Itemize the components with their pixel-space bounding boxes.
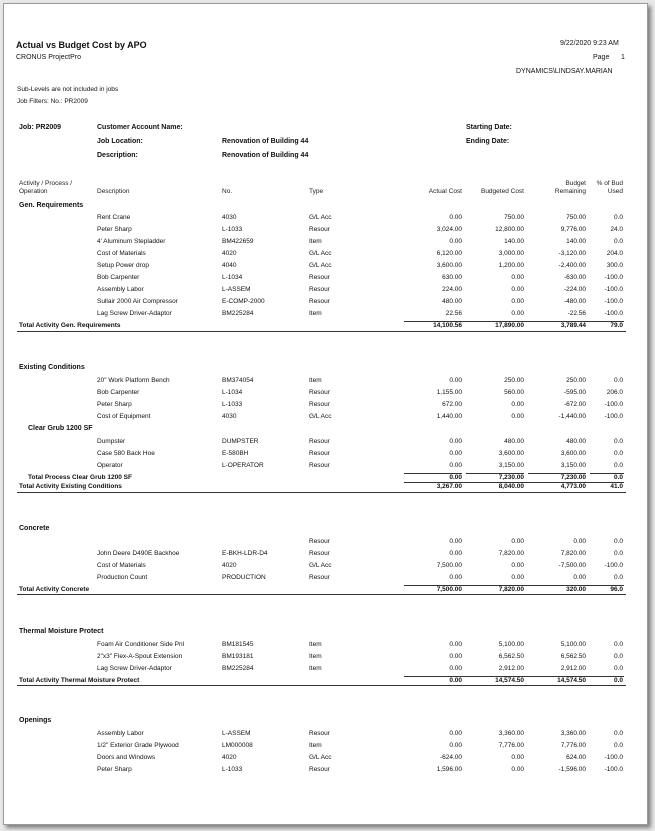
report-title: Actual vs Budget Cost by APO <box>16 40 147 50</box>
line-budget-remaining: -672.00 <box>563 400 586 408</box>
line-actual-cost: 3,024.00 <box>436 225 462 233</box>
line-budget-remaining: 750.00 <box>566 213 586 221</box>
line-number: L-ASSEM <box>222 286 251 294</box>
line-pct-used: 0.0 <box>613 376 623 384</box>
line-actual-cost: 0.00 <box>449 376 462 384</box>
activity-total-actual: 7,500.00 <box>436 585 462 593</box>
line-type: Resour <box>309 286 330 294</box>
line-description: Rent Crane <box>97 213 131 221</box>
line-budget-remaining: -3,120.00 <box>558 249 586 257</box>
line-description: Lag Screw Driver-Adaptor <box>97 664 172 672</box>
line-pct-used: 204.0 <box>606 249 623 257</box>
line-actual-cost: 1,440.00 <box>436 412 462 420</box>
line-budgeted-cost: 250.00 <box>504 376 524 384</box>
activity-heading: Gen. Requirements <box>19 202 84 209</box>
line-pct-used: 0.0 <box>613 450 623 458</box>
line-description: Case 580 Back Hoe <box>97 450 155 458</box>
col-header-activity-line2: Operation <box>19 188 48 195</box>
activity-total-pct: 41.0 <box>610 483 623 491</box>
activity-total-remaining: 3,789.44 <box>560 322 586 330</box>
line-number: E-COMP-2000 <box>222 298 265 306</box>
line-number: 4030 <box>222 412 237 420</box>
line-type: Resour <box>309 729 330 737</box>
line-pct-used: -100.0 <box>604 561 623 569</box>
col-header-pct-line1: % of Bud <box>596 180 623 187</box>
location-label: Job Location: <box>97 138 143 145</box>
line-number: E-BKH-LDR-D4 <box>222 549 268 557</box>
line-pct-used: -100.0 <box>604 274 623 281</box>
line-type: G/L Acc <box>309 249 332 257</box>
location-value: Renovation of Building 44 <box>222 138 309 145</box>
line-budgeted-cost: 3,600.00 <box>498 450 524 458</box>
line-budget-remaining: 0.00 <box>573 573 586 581</box>
line-pct-used: 0.0 <box>613 741 623 749</box>
line-type: Item <box>309 376 322 384</box>
line-actual-cost: 0.00 <box>449 549 462 557</box>
line-number: 4020 <box>222 561 237 569</box>
activity-total-label: Total Activity Thermal Moisture Protect <box>19 676 140 684</box>
line-actual-cost: 1,155.00 <box>436 388 462 396</box>
line-type: G/L Acc <box>309 261 332 269</box>
page-label: Page <box>593 54 610 61</box>
line-pct-used: -100.0 <box>604 298 623 306</box>
line-pct-used: 24.0 <box>610 225 623 233</box>
line-type: Item <box>309 237 322 245</box>
line-budgeted-cost: 560.00 <box>504 388 524 396</box>
line-budget-remaining: 2,912.00 <box>560 664 586 672</box>
line-budget-remaining: -1,596.00 <box>558 765 586 773</box>
activity-total-budgeted: 17,890.00 <box>495 322 524 330</box>
total-rule <box>17 594 626 595</box>
line-pct-used: 0.0 <box>613 640 623 648</box>
line-budgeted-cost: 3,360.00 <box>498 729 524 737</box>
line-budgeted-cost: 0.00 <box>511 573 524 581</box>
line-pct-used: -100.0 <box>604 753 623 761</box>
line-pct-used: 206.0 <box>606 388 623 396</box>
customer-label: Customer Account Name: <box>97 124 183 131</box>
line-budgeted-cost: 750.00 <box>504 213 524 221</box>
activity-heading: Thermal Moisture Protect <box>19 628 104 635</box>
col-header-remaining-line2: Remaining <box>554 188 586 195</box>
line-pct-used: 0.0 <box>613 664 623 672</box>
line-budget-remaining: 6,562.50 <box>560 652 586 660</box>
line-type: Resour <box>309 438 330 445</box>
line-budget-remaining: 3,600.00 <box>560 450 586 458</box>
line-actual-cost: 0.00 <box>449 652 462 660</box>
line-type: Item <box>309 652 322 660</box>
line-number: BM225284 <box>222 310 254 318</box>
line-number: 4030 <box>222 213 237 221</box>
line-number: DUMPSTER <box>222 438 259 445</box>
activity-heading: Openings <box>19 717 52 724</box>
line-description: 1/2" Exterior Grade Plywood <box>97 741 179 749</box>
line-pct-used: 0.0 <box>613 237 623 245</box>
line-budget-remaining: 9,776.00 <box>560 225 586 233</box>
activity-total-pct: 96.0 <box>610 585 623 593</box>
sublevel-note: Sub-Levels are not included in jobs <box>17 86 119 93</box>
line-budgeted-cost: 7,820.00 <box>498 549 524 557</box>
line-number: 4040 <box>222 261 237 269</box>
line-description: Bob Carpenter <box>97 274 140 281</box>
line-type: Resour <box>309 573 330 581</box>
line-description: Setup Power drop <box>97 261 150 269</box>
line-number: LM000008 <box>222 741 253 749</box>
line-type: G/L Acc <box>309 561 332 569</box>
line-budget-remaining: 250.00 <box>566 376 586 384</box>
line-actual-cost: 0.00 <box>449 537 462 545</box>
line-budgeted-cost: 0.00 <box>511 298 524 306</box>
line-type: G/L Acc <box>309 753 332 761</box>
line-type: Resour <box>309 450 330 458</box>
activity-heading: Concrete <box>19 525 50 532</box>
line-number: L-1033 <box>222 765 243 773</box>
line-actual-cost: 22.56 <box>445 310 462 318</box>
line-budget-remaining: 3,150.00 <box>560 462 586 470</box>
line-number: L-1033 <box>222 225 243 233</box>
line-budgeted-cost: 6,562.50 <box>498 652 524 660</box>
line-type: Item <box>309 640 322 648</box>
line-type: Item <box>309 310 322 318</box>
line-actual-cost: 3,600.00 <box>436 261 462 269</box>
col-header-pct-line2: Used <box>607 188 623 195</box>
line-number: BM374054 <box>222 376 254 384</box>
line-pct-used: 0.0 <box>613 729 623 737</box>
process-total-actual: 0.00 <box>449 474 462 482</box>
line-description: Doors and Windows <box>97 753 156 761</box>
line-budgeted-cost: 0.00 <box>511 537 524 545</box>
line-budgeted-cost: 1,200.00 <box>498 261 524 269</box>
line-number: BM181545 <box>222 640 254 648</box>
line-number: PRODUCTION <box>222 573 266 581</box>
line-pct-used: -100.0 <box>604 412 623 420</box>
line-number: 4020 <box>222 753 237 761</box>
line-budget-remaining: -630.00 <box>563 274 586 281</box>
line-type: Item <box>309 741 322 749</box>
report-datetime: 9/22/2020 9:23 AM <box>560 40 619 47</box>
line-pct-used: -100.0 <box>604 765 623 773</box>
line-actual-cost: 0.00 <box>449 438 462 445</box>
line-description: Peter Sharp <box>97 225 132 233</box>
line-actual-cost: 7,500.00 <box>436 561 462 569</box>
line-description: Operator <box>97 462 123 470</box>
line-budget-remaining: -22.56 <box>567 310 586 318</box>
line-description: Assembly Labor <box>97 286 144 294</box>
line-actual-cost: -624.00 <box>439 753 462 761</box>
activity-total-remaining: 14,574.50 <box>557 676 586 684</box>
line-actual-cost: 672.00 <box>442 400 462 408</box>
process-total-remaining: 7,230.00 <box>560 474 586 482</box>
line-budgeted-cost: 7,776.00 <box>498 741 524 749</box>
line-budgeted-cost: 12,800.00 <box>495 225 524 233</box>
line-type: Resour <box>309 298 330 306</box>
line-actual-cost: 0.00 <box>449 729 462 737</box>
page-number: 1 <box>621 54 625 61</box>
line-type: Resour <box>309 765 330 773</box>
description-value: Renovation of Building 44 <box>222 152 309 159</box>
line-description: 20" Work Platform Bench <box>97 376 170 384</box>
total-rule <box>17 492 626 493</box>
line-actual-cost: 6,120.00 <box>436 249 462 257</box>
line-budgeted-cost: 0.00 <box>511 400 524 408</box>
col-header-pct-used <box>586 180 623 196</box>
line-number: 4020 <box>222 249 237 257</box>
col-header-actual: Actual Cost <box>428 188 462 195</box>
activity-heading: Existing Conditions <box>19 364 85 371</box>
line-number: E-580BH <box>222 450 249 458</box>
activity-total-label: Total Activity Gen. Requirements <box>19 322 121 330</box>
line-description: 2"x3" Flex-A-Spout Extension <box>97 652 183 660</box>
activity-total-budgeted: 7,820.00 <box>498 585 524 593</box>
line-budget-remaining: 7,820.00 <box>560 549 586 557</box>
line-description: Cost of Equipment <box>97 412 151 420</box>
line-type: G/L Acc <box>309 213 332 221</box>
line-actual-cost: 0.00 <box>449 237 462 245</box>
line-description: 4' Aluminum Stepladder <box>97 237 166 245</box>
line-description: Foam Air Conditioner Side Pnl <box>97 640 185 648</box>
activity-total-actual: 3,267.00 <box>436 483 462 491</box>
line-budget-remaining: -224.00 <box>563 286 586 294</box>
line-number: L-1034 <box>222 274 243 281</box>
line-budget-remaining: -480.00 <box>563 298 586 306</box>
line-budgeted-cost: 0.00 <box>511 310 524 318</box>
job-filters: Job Filters: No.: PR2009 <box>17 98 88 105</box>
line-actual-cost: 0.00 <box>449 213 462 221</box>
line-type: Resour <box>309 537 330 545</box>
line-actual-cost: 0.00 <box>449 573 462 581</box>
activity-total-label: Total Activity Concrete <box>19 585 90 593</box>
line-pct-used: 0.0 <box>613 549 623 557</box>
line-pct-used: 0.0 <box>613 537 623 545</box>
line-actual-cost: 0.00 <box>449 450 462 458</box>
line-description: Peter Sharp <box>97 400 132 408</box>
line-actual-cost: 0.00 <box>449 640 462 648</box>
line-pct-used: 0.0 <box>613 213 623 221</box>
line-actual-cost: 480.00 <box>442 298 462 306</box>
line-budgeted-cost: 140.00 <box>504 237 524 245</box>
activity-total-pct: 0.0 <box>613 676 623 684</box>
line-budget-remaining: 140.00 <box>566 237 586 245</box>
line-number: BM193181 <box>222 652 254 660</box>
activity-total-budgeted: 14,574.50 <box>495 676 524 684</box>
line-pct-used: 300.0 <box>606 261 623 269</box>
line-budget-remaining: 624.00 <box>566 753 586 761</box>
col-header-remaining-line1: Budget <box>565 180 586 187</box>
line-actual-cost: 630.00 <box>442 274 462 281</box>
line-description: Dumpster <box>97 438 126 445</box>
line-type: Resour <box>309 400 330 408</box>
activity-total-budgeted: 8,040.00 <box>498 483 524 491</box>
line-description: Sullair 2000 Air Compressor <box>97 298 178 306</box>
line-budget-remaining: -1,440.00 <box>558 412 586 420</box>
activity-total-remaining: 4,773.00 <box>560 483 586 491</box>
process-total-pct: 0.0 <box>613 474 623 482</box>
line-number: L-OPERATOR <box>222 462 264 470</box>
line-number: L-1034 <box>222 388 243 396</box>
line-budgeted-cost: 0.00 <box>511 765 524 773</box>
col-header-description: Description <box>97 188 130 195</box>
line-budget-remaining: -7,500.00 <box>558 561 586 569</box>
line-number: BM225284 <box>222 664 254 672</box>
total-rule <box>17 331 626 332</box>
line-description: Bob Carpenter <box>97 388 140 396</box>
line-budget-remaining: 7,776.00 <box>560 741 586 749</box>
line-budget-remaining: 0.00 <box>573 537 586 545</box>
line-type: Resour <box>309 388 330 396</box>
line-description: Cost of Materials <box>97 249 146 257</box>
total-rule <box>17 685 626 686</box>
job-label: Job: PR2009 <box>19 124 62 131</box>
line-type: Resour <box>309 549 330 557</box>
line-actual-cost: 0.00 <box>449 462 462 470</box>
line-description: Production Count <box>97 573 148 581</box>
col-header-activity-line1: Activity / Process / <box>19 180 73 187</box>
report-page <box>3 3 648 825</box>
line-type: Resour <box>309 462 330 470</box>
line-pct-used: -100.0 <box>604 286 623 294</box>
line-actual-cost: 1,596.00 <box>436 765 462 773</box>
col-header-type: Type <box>309 188 324 195</box>
line-budget-remaining: 3,360.00 <box>560 729 586 737</box>
report-user: DYNAMICS\LINDSAY.MARIAN <box>516 68 613 75</box>
activity-total-pct: 79.0 <box>610 322 623 330</box>
line-budgeted-cost: 0.00 <box>511 561 524 569</box>
line-number: BM422659 <box>222 237 254 245</box>
starting-date-label: Starting Date: <box>466 124 512 131</box>
line-type: Resour <box>309 274 330 281</box>
line-type: Item <box>309 664 322 672</box>
process-total-label: Total Process Clear Grub 1200 SF <box>28 474 132 482</box>
line-pct-used: -100.0 <box>604 400 623 408</box>
line-budgeted-cost: 0.00 <box>511 412 524 420</box>
line-budgeted-cost: 5,100.00 <box>498 640 524 648</box>
description-label: Description: <box>97 152 138 159</box>
col-header-remaining <box>534 180 586 196</box>
activity-total-remaining: 320.00 <box>566 585 586 593</box>
line-budgeted-cost: 480.00 <box>504 438 524 445</box>
line-pct-used: 0.0 <box>613 652 623 660</box>
line-number: L-1033 <box>222 400 243 408</box>
process-heading: Clear Grub 1200 SF <box>28 424 93 432</box>
line-description: Peter Sharp <box>97 765 132 773</box>
line-budget-remaining: 480.00 <box>566 438 586 445</box>
activity-total-actual: 0.00 <box>449 676 462 684</box>
process-total-budgeted: 7,230.00 <box>498 474 524 482</box>
activity-total-label: Total Activity Existing Conditions <box>19 483 122 491</box>
col-header-budgeted: Budgeted Cost <box>480 188 524 195</box>
line-budgeted-cost: 0.00 <box>511 286 524 294</box>
line-budgeted-cost: 3,000.00 <box>498 249 524 257</box>
line-budgeted-cost: 3,150.00 <box>498 462 524 470</box>
line-number: L-ASSEM <box>222 729 251 737</box>
activity-total-actual: 14,100.56 <box>433 322 462 330</box>
line-actual-cost: 224.00 <box>442 286 462 294</box>
line-pct-used: 0.0 <box>613 462 623 470</box>
line-budgeted-cost: 2,912.00 <box>498 664 524 672</box>
line-type: Resour <box>309 225 330 233</box>
line-description: Cost of Materials <box>97 561 146 569</box>
line-budget-remaining: 5,100.00 <box>560 640 586 648</box>
line-actual-cost: 0.00 <box>449 741 462 749</box>
line-pct-used: 0.0 <box>613 573 623 581</box>
col-header-activity <box>19 180 72 196</box>
line-pct-used: -100.0 <box>604 310 623 318</box>
ending-date-label: Ending Date: <box>466 138 510 145</box>
line-budget-remaining: -2,400.00 <box>558 261 586 269</box>
col-header-no: No. <box>222 188 233 195</box>
line-description: Assembly Labor <box>97 729 144 737</box>
line-description: Lag Screw Driver-Adaptor <box>97 310 172 318</box>
line-description: John Deere D490E Backhoe <box>97 549 180 557</box>
company-name: CRONUS ProjectPro <box>16 54 81 61</box>
line-actual-cost: 0.00 <box>449 664 462 672</box>
line-budgeted-cost: 0.00 <box>511 753 524 761</box>
line-pct-used: 0.0 <box>613 438 623 445</box>
line-type: G/L Acc <box>309 412 332 420</box>
line-budget-remaining: -595.00 <box>563 388 586 396</box>
line-budgeted-cost: 0.00 <box>511 274 524 281</box>
